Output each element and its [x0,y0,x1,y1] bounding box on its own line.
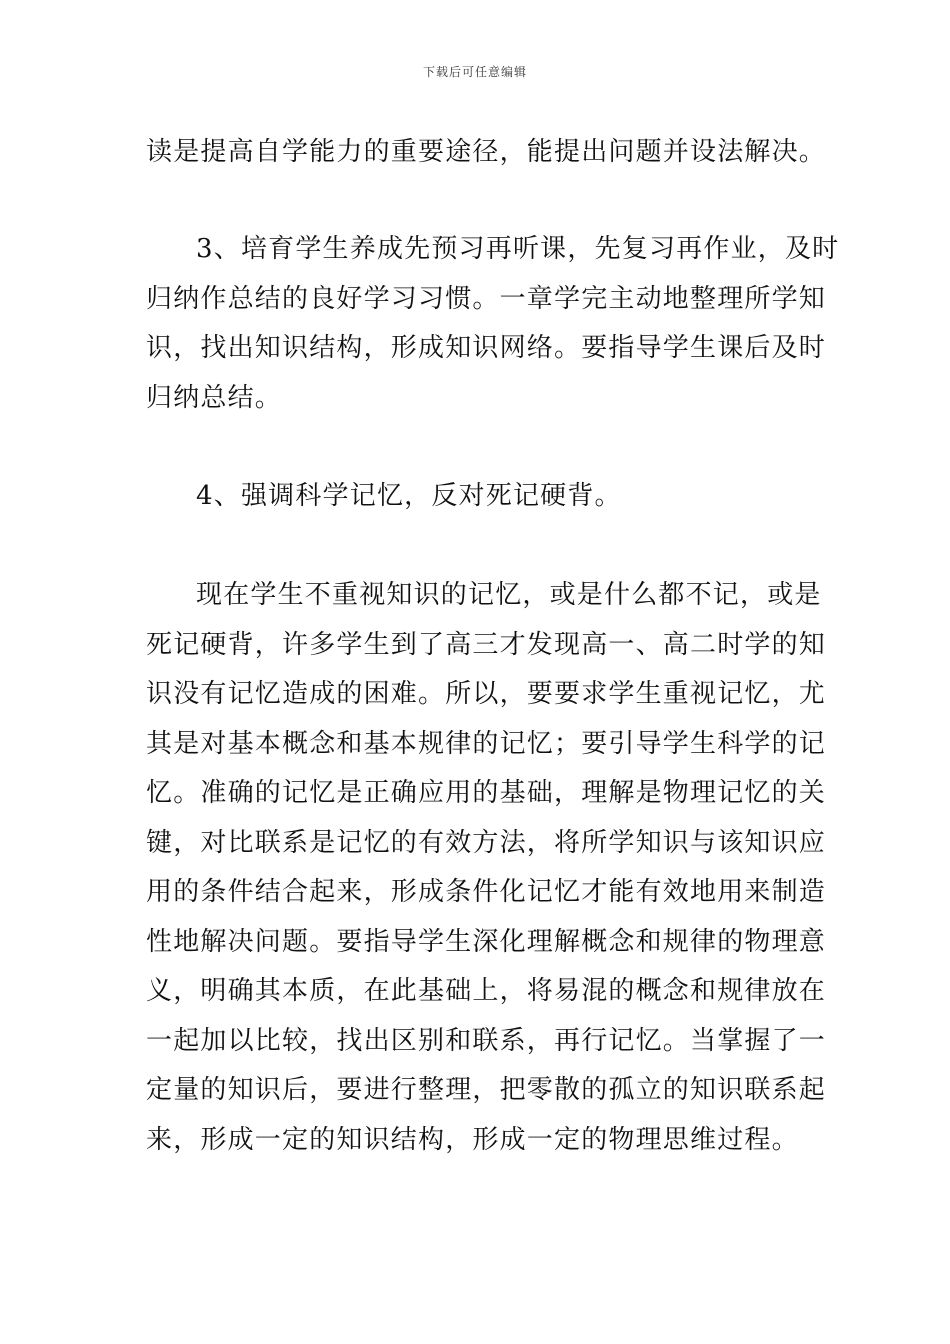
text-line: 性地解决问题。要指导学生深化理解概念和规律的物理意 [146,926,827,957]
text-line: 识没有记忆造成的困难。所以，要要求学生重视记忆，尤 [146,679,827,709]
text-line: 3、培育学生养成先预习再听课，先复习再作业，及时 [196,234,840,264]
text-line: 识，找出知识结构，形成知识网络。要指导学生课后及时 [146,333,827,363]
text-line: 其是对基本概念和基本规律的记忆；要引导学生科学的记 [146,728,827,759]
text-line: 键，对比联系是记忆的有效方法，将所学知识与该知识应 [146,827,827,858]
text-line: 读是提高自学能力的重要途径，能提出问题并设法解决。 [146,137,827,167]
text-line: 一起加以比较，找出区别和联系，再行记忆。当掌握了一 [146,1025,827,1056]
paragraph-1 [146,128,846,178]
text-line: 义，明确其本质，在此基础上，将易混的概念和规律放在 [146,976,827,1006]
paragraph-2 [146,225,840,423]
text-line: 现在学生不重视知识的记忆，或是什么都不记，或是 [196,580,822,610]
paragraph-3 [146,472,808,522]
text-line: 归纳作总结的良好学习习惯。一章学完主动地整理所学知 [146,283,827,314]
text-line: 死记硬背，许多学生到了高三才发现高一、高二时学的知 [146,629,827,660]
text-line: 4、强调科学记忆，反对死记硬背。 [196,481,622,511]
paragraph-4 [146,571,827,1165]
text-line: 定量的知识后，要进行整理，把零散的孤立的知识联系起 [146,1075,827,1105]
text-line: 用的条件结合起来，形成条件化记忆才能有效地用来制造 [146,877,827,907]
text-line: 来，形成一定的知识结构，形成一定的物理思维过程。 [146,1124,799,1155]
text-line: 归纳总结。 [146,382,283,413]
page-header: 下载后可任意编辑 [422,65,527,79]
text-line: 忆。准确的记忆是正确应用的基础，理解是物理记忆的关 [146,778,827,808]
